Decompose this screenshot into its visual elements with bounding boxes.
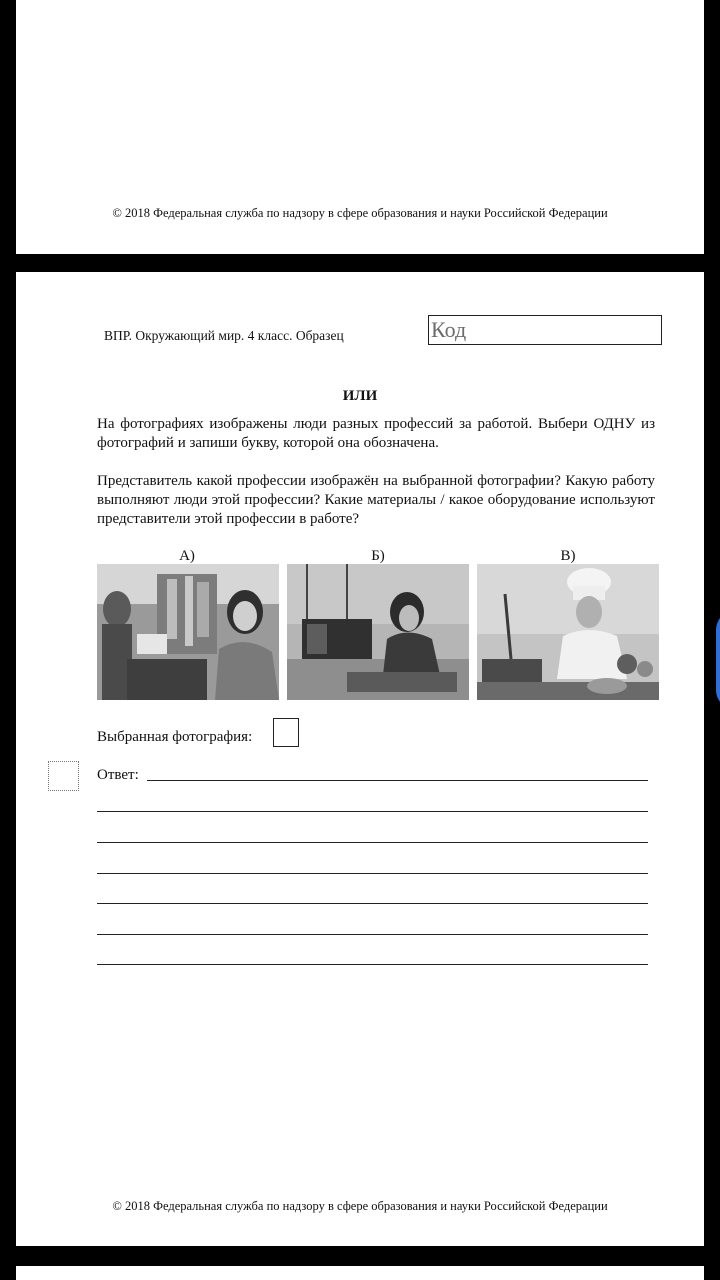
cashier-photo[interactable] (97, 564, 279, 700)
chosen-photo-label: Выбранная фотография: (97, 729, 253, 745)
cook-photo[interactable] (477, 564, 659, 700)
previous-page (16, 0, 704, 254)
worksheet-page (16, 272, 704, 1246)
or-heading: ИЛИ (342, 388, 378, 404)
code-field[interactable] (428, 315, 662, 345)
next-page-edge (16, 1266, 704, 1280)
code-label: Код (431, 317, 467, 342)
seamstress-photo-icon (287, 564, 469, 700)
chosen-photo-box[interactable] (273, 718, 299, 747)
copyright-footer: © 2018 Федеральная служба по надзору в сфере образования и науки Российской Федерации (112, 1199, 608, 1213)
task-paragraph-1: На фотографиях изображены люди разных профессий за работой. Выбери ОДНУ из фотографий и запиши букву, которой она обозначена. (97, 416, 655, 451)
answer-line[interactable] (97, 873, 648, 874)
seamstress-photo[interactable] (287, 564, 469, 700)
answer-line[interactable] (97, 842, 648, 843)
page-header-title: ВПР. Окружающий мир. 4 класс. Образец (104, 328, 344, 343)
cashier-photo-icon (97, 564, 279, 700)
answer-label: Ответ: (97, 767, 139, 783)
floating-side-tab[interactable] (716, 610, 720, 710)
answer-line[interactable] (97, 811, 648, 812)
score-box (48, 761, 79, 791)
photo-label-v: В) (560, 548, 576, 564)
task-paragraph-2: Представитель какой профессии изображён на выбранной фотографии? Какую работу выполняют люди этой профессии? Какие материалы / какое оборудование используют представители этой профессии в работе? (97, 473, 655, 527)
copyright-footer: © 2018 Федеральная служба по надзору в сфере образования и науки Российской Федерации (112, 206, 608, 220)
answer-line[interactable] (97, 903, 648, 904)
photo-label-b: Б) (371, 548, 385, 564)
cook-photo-icon (477, 564, 659, 700)
photo-label-a: А) (179, 548, 195, 564)
answer-line[interactable] (147, 780, 648, 781)
answer-line[interactable] (97, 934, 648, 935)
answer-line[interactable] (97, 964, 648, 965)
